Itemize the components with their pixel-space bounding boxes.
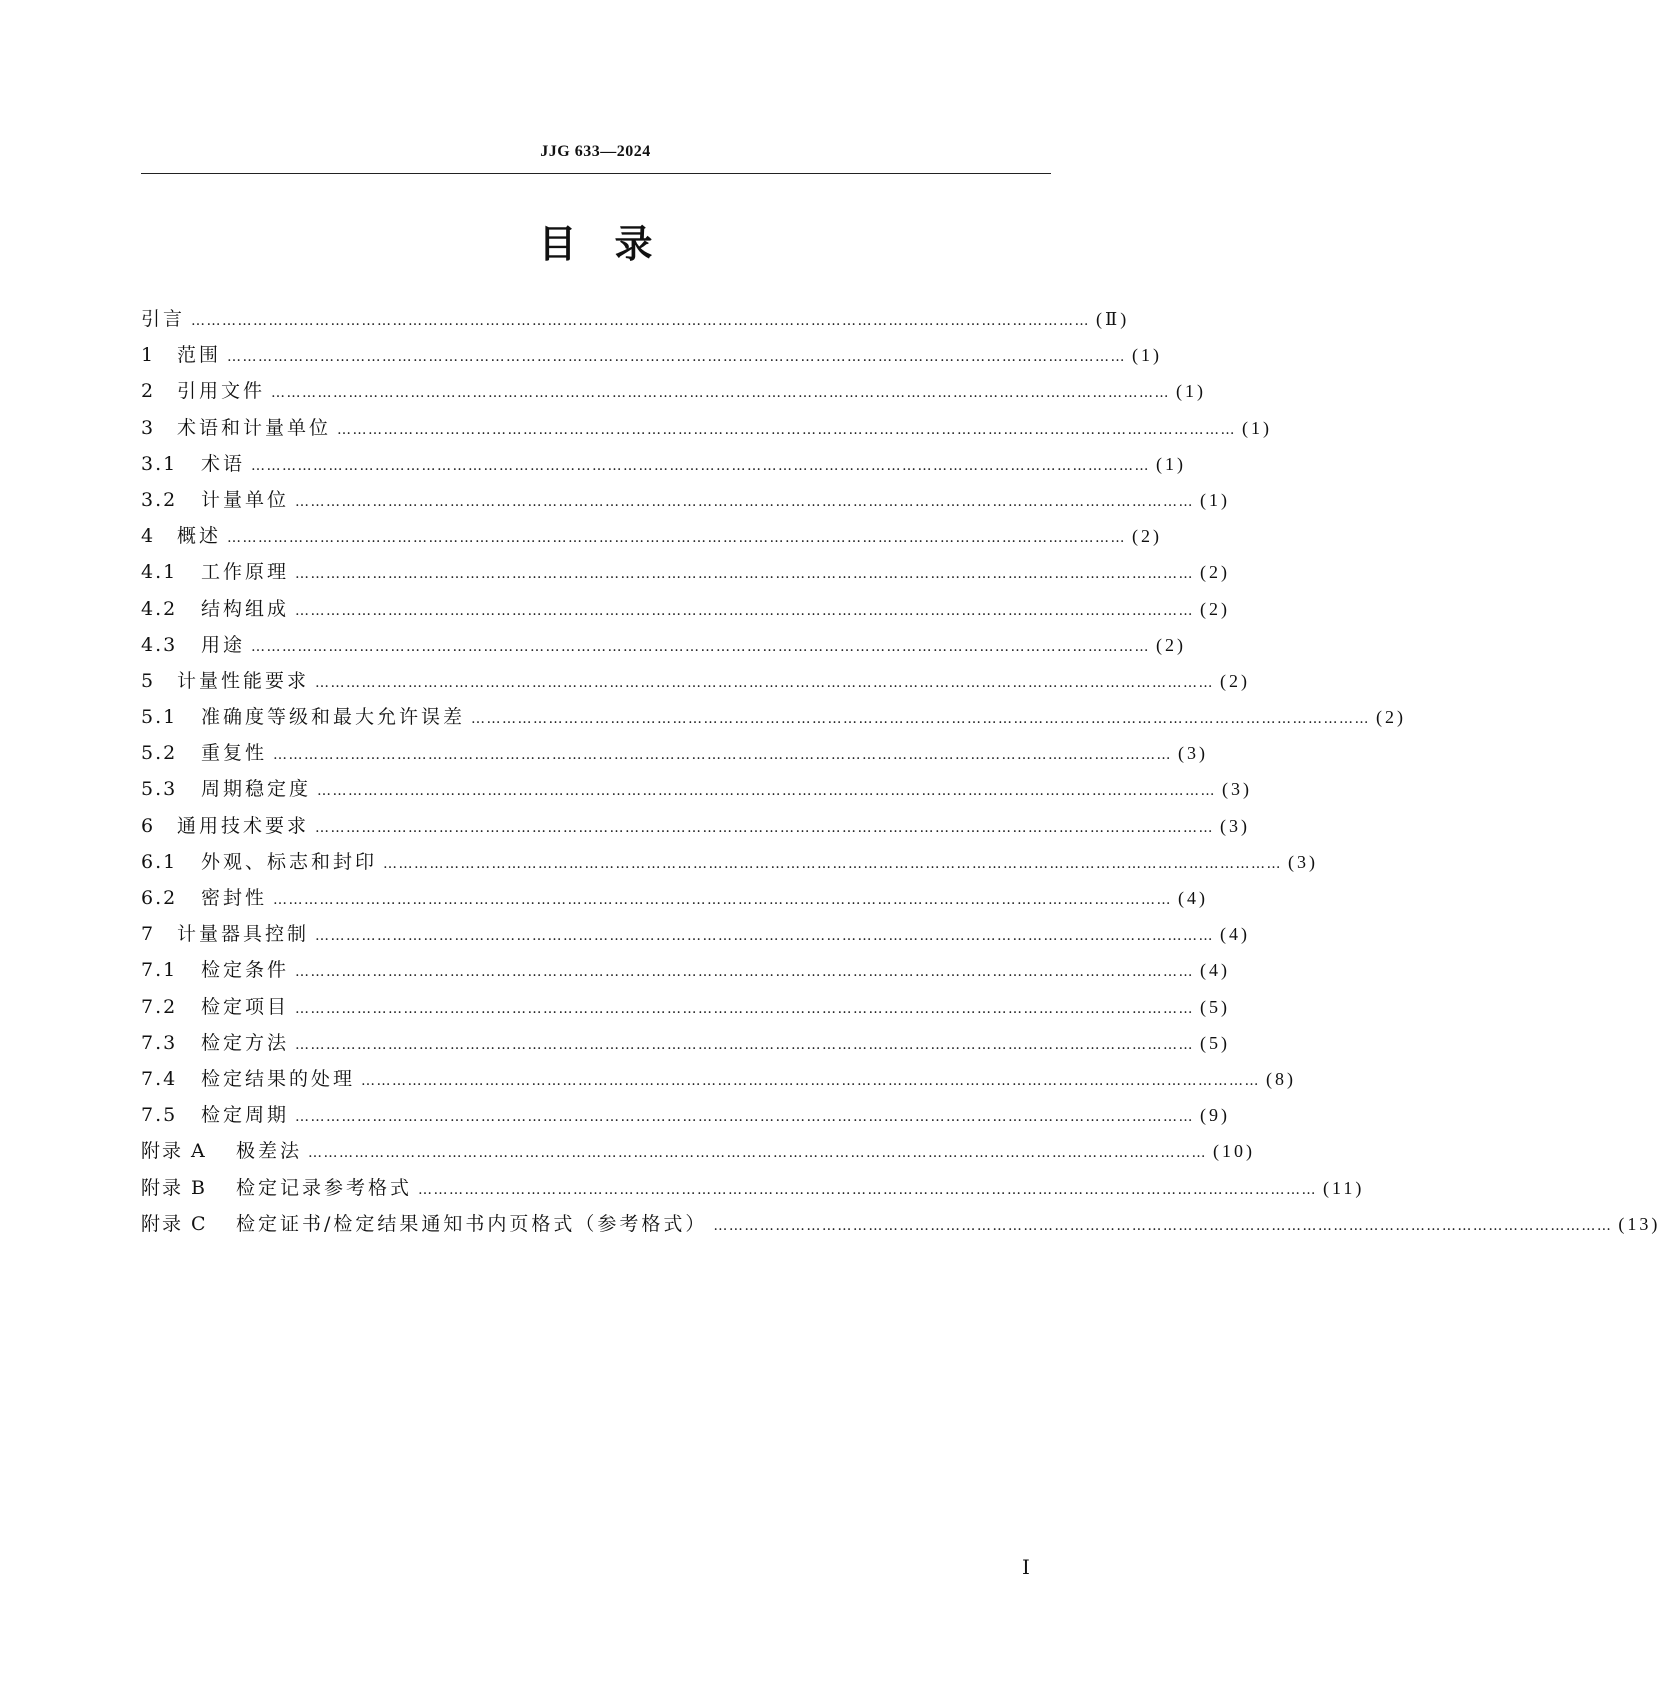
toc-entry-number: 附录 B [141,1176,208,1199]
toc-page-number: (3) [1178,743,1209,764]
toc-entry-title: 检定结果的处理 [201,1067,356,1090]
toc-entry[interactable] [141,518,1163,554]
toc-page-number: (2) [1220,670,1251,691]
toc-entry-number: 3 [141,416,156,439]
toc-entry[interactable] [141,410,1273,446]
toc-entry-number: 4 [141,525,156,548]
toc-entry-title: 密封性 [201,887,268,909]
leader-dots: ………………………………………………………………………………………………………………………………………………………… [337,421,1237,438]
toc-entry-title: 计量器具控制 [177,923,310,946]
toc-entry-number: 7.3 [141,1031,178,1054]
toc-page-number: (2) [1376,707,1407,728]
toc-entry-number: 7.2 [141,995,178,1018]
leader-dots: ………………………………………………………………………………………………………………………………………………………… [227,349,1127,366]
toc-entry-number: 附录 A [141,1140,207,1163]
toc-entry-number: 6.2 [141,887,178,909]
toc-entry-title: 计量性能要求 [177,669,310,692]
toc-entry-number: 4.2 [141,597,178,620]
toc-entry[interactable] [141,554,1231,590]
page-folio-number: Ⅰ [1022,1557,1030,1579]
toc-entry[interactable] [141,337,1163,373]
toc-page-number: (4) [1178,888,1209,908]
leader-dots: ………………………………………………………………………………………………………………………………………………………… [295,602,1195,619]
leader-dots: ………………………………………………………………………………………………………………………………………………………… [383,855,1283,872]
toc-page-number: (2) [1156,634,1187,655]
toc-entry-title: 引言 [141,308,186,330]
toc-entry-appendix-c[interactable] [141,1206,1660,1242]
toc-entry[interactable] [141,482,1231,518]
toc-entry-title: 概述 [177,525,222,548]
toc-entry[interactable] [141,916,1251,952]
toc-entry-number: 附录 C [141,1212,208,1235]
toc-entry-number: 4.1 [141,561,178,584]
toc-entry-number: 5.2 [141,742,178,765]
toc-entry[interactable] [141,627,1187,663]
toc-entry-title: 周期稳定度 [201,778,312,801]
toc-entry-title: 极差法 [236,1140,303,1163]
toc-entry-appendix-a[interactable] [141,1133,1256,1169]
toc-entry[interactable] [141,591,1231,627]
toc-entry-title: 结构组成 [201,597,290,620]
toc-entry[interactable] [141,808,1251,844]
toc-entry-title: 检定项目 [201,995,290,1018]
leader-dots: ………………………………………………………………………………………………………………………………………………………… [295,1000,1195,1017]
toc-entry-number: 7.4 [141,1067,178,1090]
toc-entry-title: 通用技术要求 [177,814,310,837]
toc-page-number: (2) [1200,562,1231,583]
toc-entry-number: 4.3 [141,633,178,656]
toc-entry[interactable] [141,663,1251,699]
toc-entry[interactable] [141,699,1407,735]
toc-entry-title: 术语 [201,452,246,475]
toc-page-number: (1) [1176,381,1207,402]
leader-dots: ………………………………………………………………………………………………………………………………………………………… [361,1072,1261,1089]
toc-entry[interactable] [141,1097,1231,1133]
toc-entry-title: 用途 [201,633,246,656]
toc-entry-title: 检定条件 [201,959,290,982]
leader-dots: ………………………………………………………………………………………………………………………………………………………… [227,530,1127,547]
toc-page-number: (8) [1266,1068,1297,1089]
toc-page-number: (1) [1200,489,1231,510]
leader-dots: ………………………………………………………………………………………………………………………………………………………… [251,638,1151,655]
leader-dots: ………………………………………………………………………………………………………………………………………………………… [295,964,1195,981]
table-of-contents [141,301,1660,1242]
leader-dots: ………………………………………………………………………………………………………………………………………………………… [713,1217,1613,1234]
toc-entry[interactable] [141,952,1231,988]
leader-dots: ………………………………………………………………………………………………………………………………………………………… [271,385,1171,402]
toc-page-number: (13) [1618,1213,1660,1234]
toc-page-number: (1) [1132,345,1163,366]
leader-dots: ………………………………………………………………………………………………………………………………………………………… [295,1036,1195,1053]
toc-entry[interactable] [141,989,1231,1025]
toc-entry-number: 7.1 [141,959,178,982]
toc-entry-introduction[interactable] [141,301,1130,337]
leader-dots: ………………………………………………………………………………………………………………………………………………………… [308,1145,1208,1162]
header-divider [141,173,1051,174]
toc-entry-title: 计量单位 [201,488,290,511]
leader-dots: ………………………………………………………………………………………………………………………………………………………… [471,711,1371,728]
toc-page-number: (11) [1323,1177,1365,1198]
toc-entry-number: 5.3 [141,778,178,801]
toc-entry-title: 重复性 [201,742,268,765]
toc-entry[interactable] [141,771,1253,807]
leader-dots: ………………………………………………………………………………………………………………………………………………………… [418,1181,1318,1198]
toc-entry[interactable] [141,1061,1297,1097]
toc-entry[interactable] [141,880,1209,916]
toc-entry-title: 工作原理 [201,561,290,584]
toc-entry-number: 6 [141,814,156,837]
toc-entry[interactable] [141,446,1187,482]
toc-entry-title: 检定证书/检定结果通知书内页格式（参考格式） [236,1212,708,1235]
toc-entry-title: 检定周期 [201,1104,290,1127]
leader-dots: ………………………………………………………………………………………………………………………………………………………… [273,892,1173,908]
toc-page-number: (4) [1220,924,1251,945]
toc-entry[interactable] [141,844,1319,880]
toc-entry-number: 3.1 [141,452,178,475]
toc-entry-number: 5 [141,669,156,692]
toc-page-number: (5) [1200,1032,1231,1053]
toc-entry-number: 5.1 [141,706,178,729]
toc-page-number: (3) [1220,815,1251,836]
toc-entry-title: 范围 [177,344,222,367]
toc-entry-title: 术语和计量单位 [177,416,332,439]
toc-entry-number: 3.2 [141,488,178,511]
leader-dots: ………………………………………………………………………………………………………………………………………………………… [191,313,1091,329]
toc-entry-appendix-b[interactable] [141,1170,1365,1206]
toc-page-number: (2) [1200,598,1231,619]
toc-entry-title: 检定方法 [201,1031,290,1054]
page-title: 目 录 [538,222,653,266]
toc-entry[interactable] [141,735,1209,771]
toc-entry-title: 外观、标志和封印 [201,850,378,873]
leader-dots: ………………………………………………………………………………………………………………………………………………………… [315,674,1215,691]
toc-entry-number: 7.5 [141,1104,178,1127]
toc-entry-number: 6.1 [141,850,178,873]
toc-entry-number: 7 [141,923,156,946]
toc-page-number: (Ⅱ) [1096,309,1130,329]
toc-page-number: (3) [1288,851,1319,872]
toc-page-number: (10) [1213,1141,1256,1162]
leader-dots: ………………………………………………………………………………………………………………………………………………………… [295,493,1195,510]
leader-dots: ………………………………………………………………………………………………………………………………………………………… [251,457,1151,474]
leader-dots: ………………………………………………………………………………………………………………………………………………………… [295,566,1195,583]
toc-entry[interactable] [141,373,1207,409]
toc-page-number: (5) [1200,996,1231,1017]
toc-page-number: (2) [1132,526,1163,547]
toc-page-number: (3) [1222,779,1253,800]
toc-entry[interactable] [141,1025,1231,1061]
toc-entry-number: 1 [141,344,156,367]
toc-entry-title: 检定记录参考格式 [236,1176,413,1199]
toc-page-number: (1) [1242,417,1273,438]
leader-dots: ………………………………………………………………………………………………………………………………………………………… [315,928,1215,945]
leader-dots: ………………………………………………………………………………………………………………………………………………………… [273,747,1173,764]
toc-page-number: (1) [1156,453,1187,474]
toc-page-number: (4) [1200,960,1231,981]
toc-page-number: (9) [1200,1105,1231,1126]
toc-entry-title: 引用文件 [177,380,266,403]
toc-entry-title: 准确度等级和最大允许误差 [201,706,466,729]
toc-entry-number: 2 [141,380,156,403]
leader-dots: ………………………………………………………………………………………………………………………………………………………… [295,1109,1195,1126]
leader-dots: ………………………………………………………………………………………………………………………………………………………… [315,819,1215,836]
leader-dots: ………………………………………………………………………………………………………………………………………………………… [317,783,1217,800]
document-header-code: JJG 633—2024 [540,143,651,160]
